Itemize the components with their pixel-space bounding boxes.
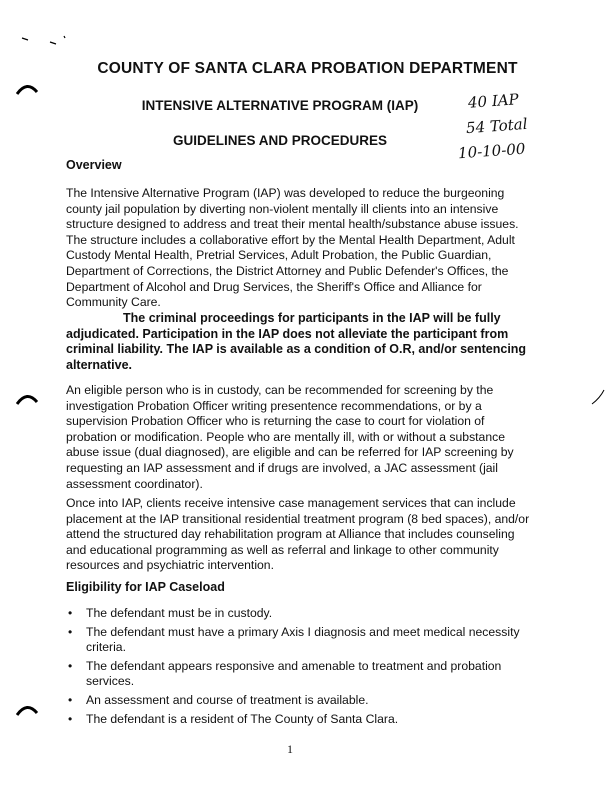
handwritten-note-line-1: 40 IAP	[467, 90, 520, 112]
eligibility-list	[66, 606, 536, 730]
hole-punch-mark-top	[16, 82, 38, 96]
list-item	[66, 625, 536, 656]
bullet-glyph: •	[68, 606, 73, 620]
corner-specks	[20, 32, 70, 46]
department-title: COUNTY OF SANTA CLARA PROBATION DEPARTMENT	[97, 60, 518, 77]
page-number: 1	[287, 742, 293, 756]
hole-punch-mark-middle	[16, 392, 38, 406]
bullet-glyph: •	[68, 624, 73, 639]
bullet-glyph: •	[68, 658, 73, 673]
legal-notice-rest: adjudicated. Participation in the IAP does not alleviate the participant from criminal liability. The IAP is available as a condition of O.R, and/or sentencing alternative.	[66, 326, 527, 372]
handwritten-note-line-3: 10-10-00	[457, 139, 526, 163]
handwritten-note-line-2: 54 Total	[465, 114, 529, 138]
document-subtitle: GUIDELINES AND PROCEDURES	[172, 133, 388, 148]
legal-notice-paragraph	[66, 311, 536, 373]
list-item-text: An assessment and course of treatment is available.	[86, 692, 369, 707]
referral-paragraph: An eligible person who is in custody, can be recommended for screening by the investigation Probation Officer writing presentence recommendations, or by a supervision Probation Officer who is returning the case to court for violation of probation or modification. People who are mentally ill, with or without a substance abuse issue (dual diagnosed), are eligible and can be referred for IAP screening by requesting an IAP assessment and if drugs are involved, a JAC assessment (jail assessment coordinator).	[66, 383, 514, 491]
eligibility-heading: Eligibility for IAP Caseload	[66, 580, 225, 594]
list-item	[66, 693, 536, 709]
margin-tick-mark	[590, 388, 606, 406]
program-title: INTENSIVE ALTERNATIVE PROGRAM (IAP)	[141, 98, 419, 113]
bullet-glyph: •	[68, 692, 73, 707]
bullet-glyph: •	[68, 711, 73, 726]
overview-heading: Overview	[66, 158, 122, 172]
legal-notice-first-line: The criminal proceedings for participants in the IAP will be fully	[123, 311, 501, 325]
list-item-text: The defendant must be in custody.	[86, 606, 273, 620]
services-paragraph: Once into IAP, clients receive intensive case management services that can include placement at the IAP transitional residential treatment program (8 bed spaces), and/or attend the structured day rehabilitation program at Alliance that includes counseling and educational programming as well as referral and linkage to other community resources and psychiatric intervention.	[66, 496, 530, 573]
list-item-text: The defendant appears responsive and amenable to treatment and probation services.	[86, 658, 502, 689]
list-item	[66, 712, 536, 728]
hole-punch-mark-bottom	[16, 703, 38, 717]
list-item-text: The defendant is a resident of The County of Santa Clara.	[86, 711, 399, 726]
overview-paragraph-1: The Intensive Alternative Program (IAP) was developed to reduce the burgeoning county jail population by diverting non-violent mentally ill clients into an intensive structure designed to address and treat their mental health/substance abuse issues. The structure includes a collaborative effort by the Mental Health Department, Adult Custody Mental Health, Pretrial Services, Adult Probation, the Public Guardian, Department of Corrections, the District Attorney and Public Defender's Offices, the Department of Alcohol and Drug Services, the Sheriff's Office and Alliance for Community Care.	[66, 186, 519, 310]
list-item-text: The defendant must have a primary Axis I diagnosis and meet medical necessity criteria.	[86, 624, 520, 655]
list-item	[66, 659, 536, 690]
list-item	[66, 606, 536, 622]
